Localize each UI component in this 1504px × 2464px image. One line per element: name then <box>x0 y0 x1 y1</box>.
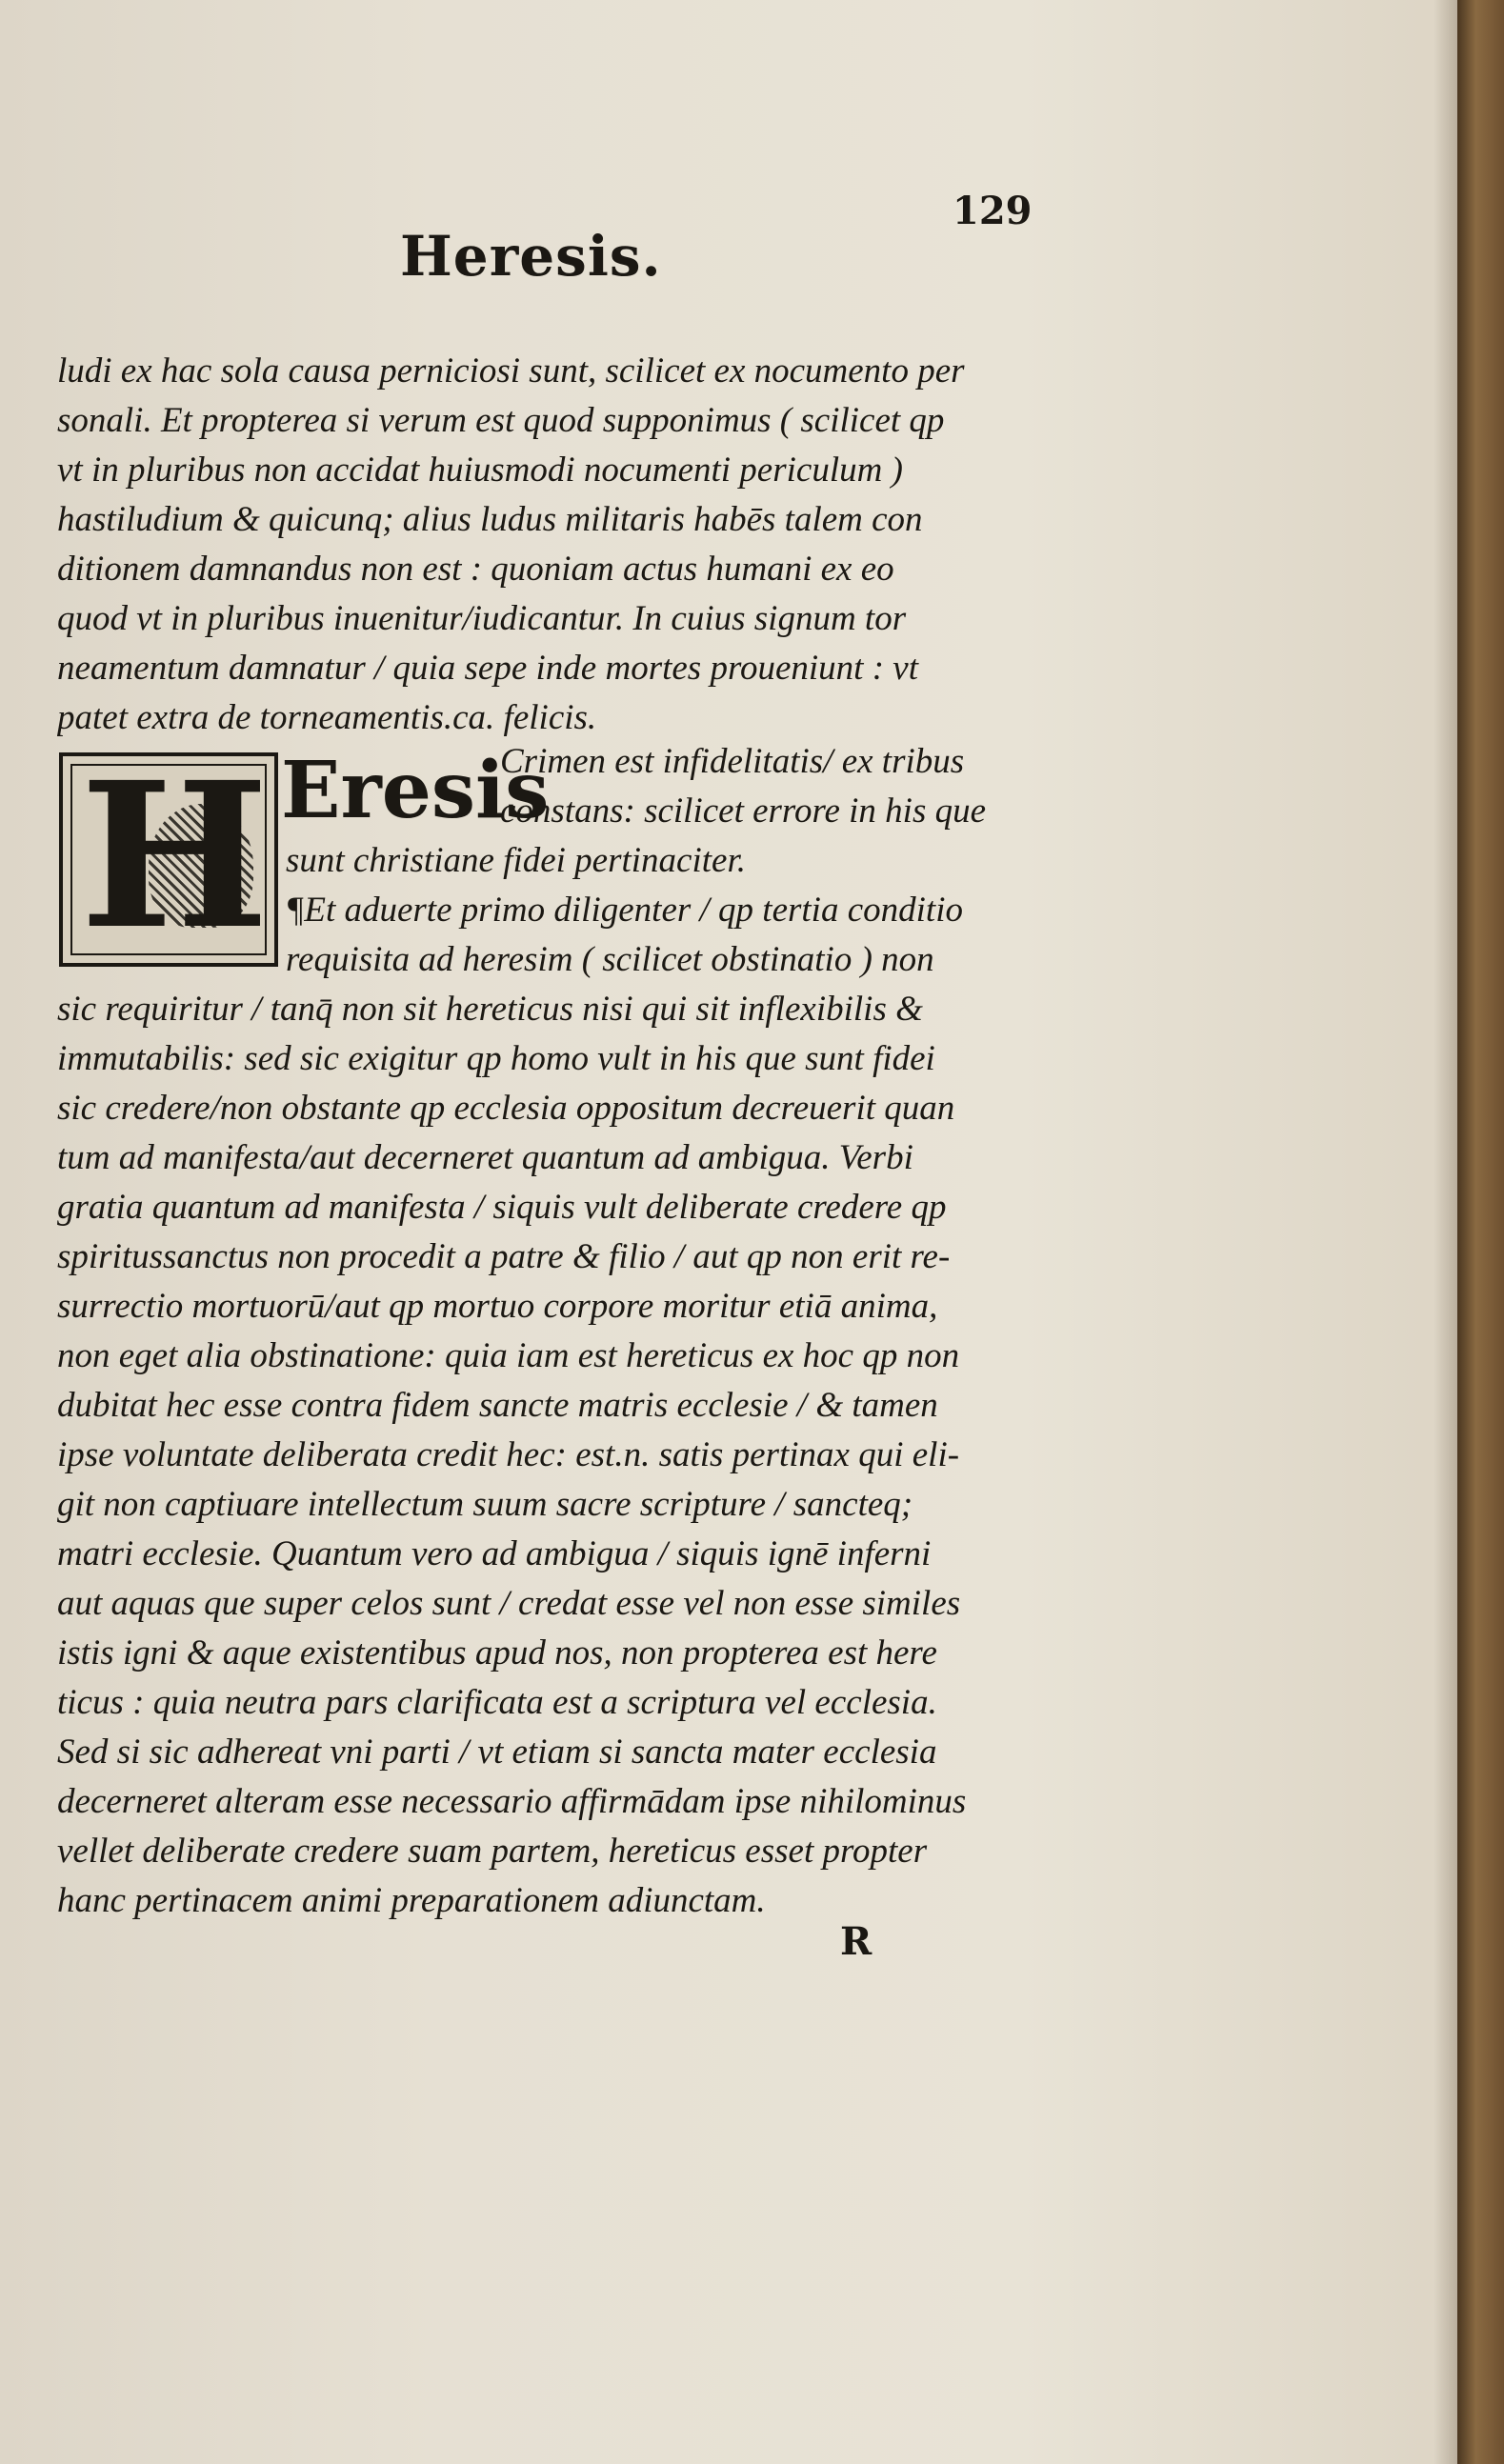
text-line: patet extra de torneamentis.ca. felicis. <box>57 698 597 737</box>
text-line: ditionem damnandus non est : quoniam actus humani ex eo <box>57 550 894 589</box>
text-line: constans: scilicet errore in his que <box>500 791 987 831</box>
text-line: Sed si sic adhereat vni parti / vt etiam si sancta mater ecclesia <box>57 1733 937 1772</box>
text-line: ludi ex hac sola causa perniciosi sunt, scilicet ex nocumento per <box>57 351 965 391</box>
text-line: git non captiuare intellectum suum sacre scripture / sancteq; <box>57 1485 913 1524</box>
text-line: ticus : quia neutra pars clarificata est a scriptura vel ecclesia. <box>57 1683 937 1722</box>
text-line: hastiludium & quicunq; alius ludus militaris habēs talem con <box>57 500 923 539</box>
binding-edge <box>1457 0 1504 2464</box>
text-line: ¶Et aduerte primo diligenter / qp tertia conditio <box>286 891 963 930</box>
text-line: aut aquas que super celos sunt / credat esse vel non esse similes <box>57 1584 961 1623</box>
text-line: istis igni & aque existentibus apud nos, non propterea est here <box>57 1633 937 1673</box>
text-line: gratia quantum ad manifesta / siquis vult deliberate credere qp <box>57 1188 947 1227</box>
section-heading: Eresis <box>281 745 550 836</box>
text-line: sonali. Et propterea si verum est quod supponimus ( scilicet qp <box>57 401 945 440</box>
text-line: non eget alia obstinatione: quia iam est hereticus ex hoc qp non <box>57 1336 960 1375</box>
text-line: hanc pertinacem animi preparationem adiunctam. <box>57 1881 766 1920</box>
text-line: matri ecclesie. Quantum vero ad ambigua / siquis ignē inferni <box>57 1534 932 1573</box>
initial-letter: H <box>80 738 270 973</box>
text-line: sic credere/non obstante qp ecclesia oppositum decreuerit quan <box>57 1089 955 1128</box>
text-line: dubitat hec esse contra fidem sancte matris ecclesie / & tamen <box>57 1386 938 1425</box>
text-line: ipse voluntate deliberata credit hec: est.n. satis pertinax qui eli- <box>57 1435 960 1474</box>
text-line: sic requiritur / tanq̄ non sit hereticus nisi qui sit inflexibilis & <box>57 990 923 1029</box>
woodcut-initial <box>59 738 278 973</box>
folio-number: 129 <box>953 189 1033 233</box>
text-line: tum ad manifesta/aut decerneret quantum ad ambigua. Verbi <box>57 1138 913 1177</box>
text-line: quod vt in pluribus inuenitur/iudicantur. In cuius signum tor <box>57 599 907 638</box>
running-title: Heresis. <box>400 224 662 289</box>
text-line: spiritussanctus non procedit a patre & filio / aut qp non erit re- <box>57 1237 951 1276</box>
text-line: requisita ad heresim ( scilicet obstinatio ) non <box>286 940 934 979</box>
catchword: R <box>840 1919 872 1964</box>
page-edge-shadow <box>1434 0 1457 2464</box>
text-line: vt in pluribus non accidat huiusmodi nocumenti periculum ) <box>57 451 903 490</box>
text-line: surrectio mortuorū/aut qp mortuo corpore moritur etiā anima, <box>57 1287 938 1326</box>
text-line: decerneret alteram esse necessario affirmādam ipse nihilominus <box>57 1782 967 1821</box>
text-line: vellet deliberate credere suam partem, hereticus esset propter <box>57 1832 928 1871</box>
text-line: Crimen est infidelitatis/ ex tribus <box>500 742 965 781</box>
text-line: sunt christiane fidei pertinaciter. <box>286 841 747 880</box>
text-line: immutabilis: sed sic exigitur qp homo vult in his que sunt fidei <box>57 1039 935 1078</box>
text-line: neamentum damnatur / quia sepe inde mortes proueniunt : vt <box>57 649 918 688</box>
